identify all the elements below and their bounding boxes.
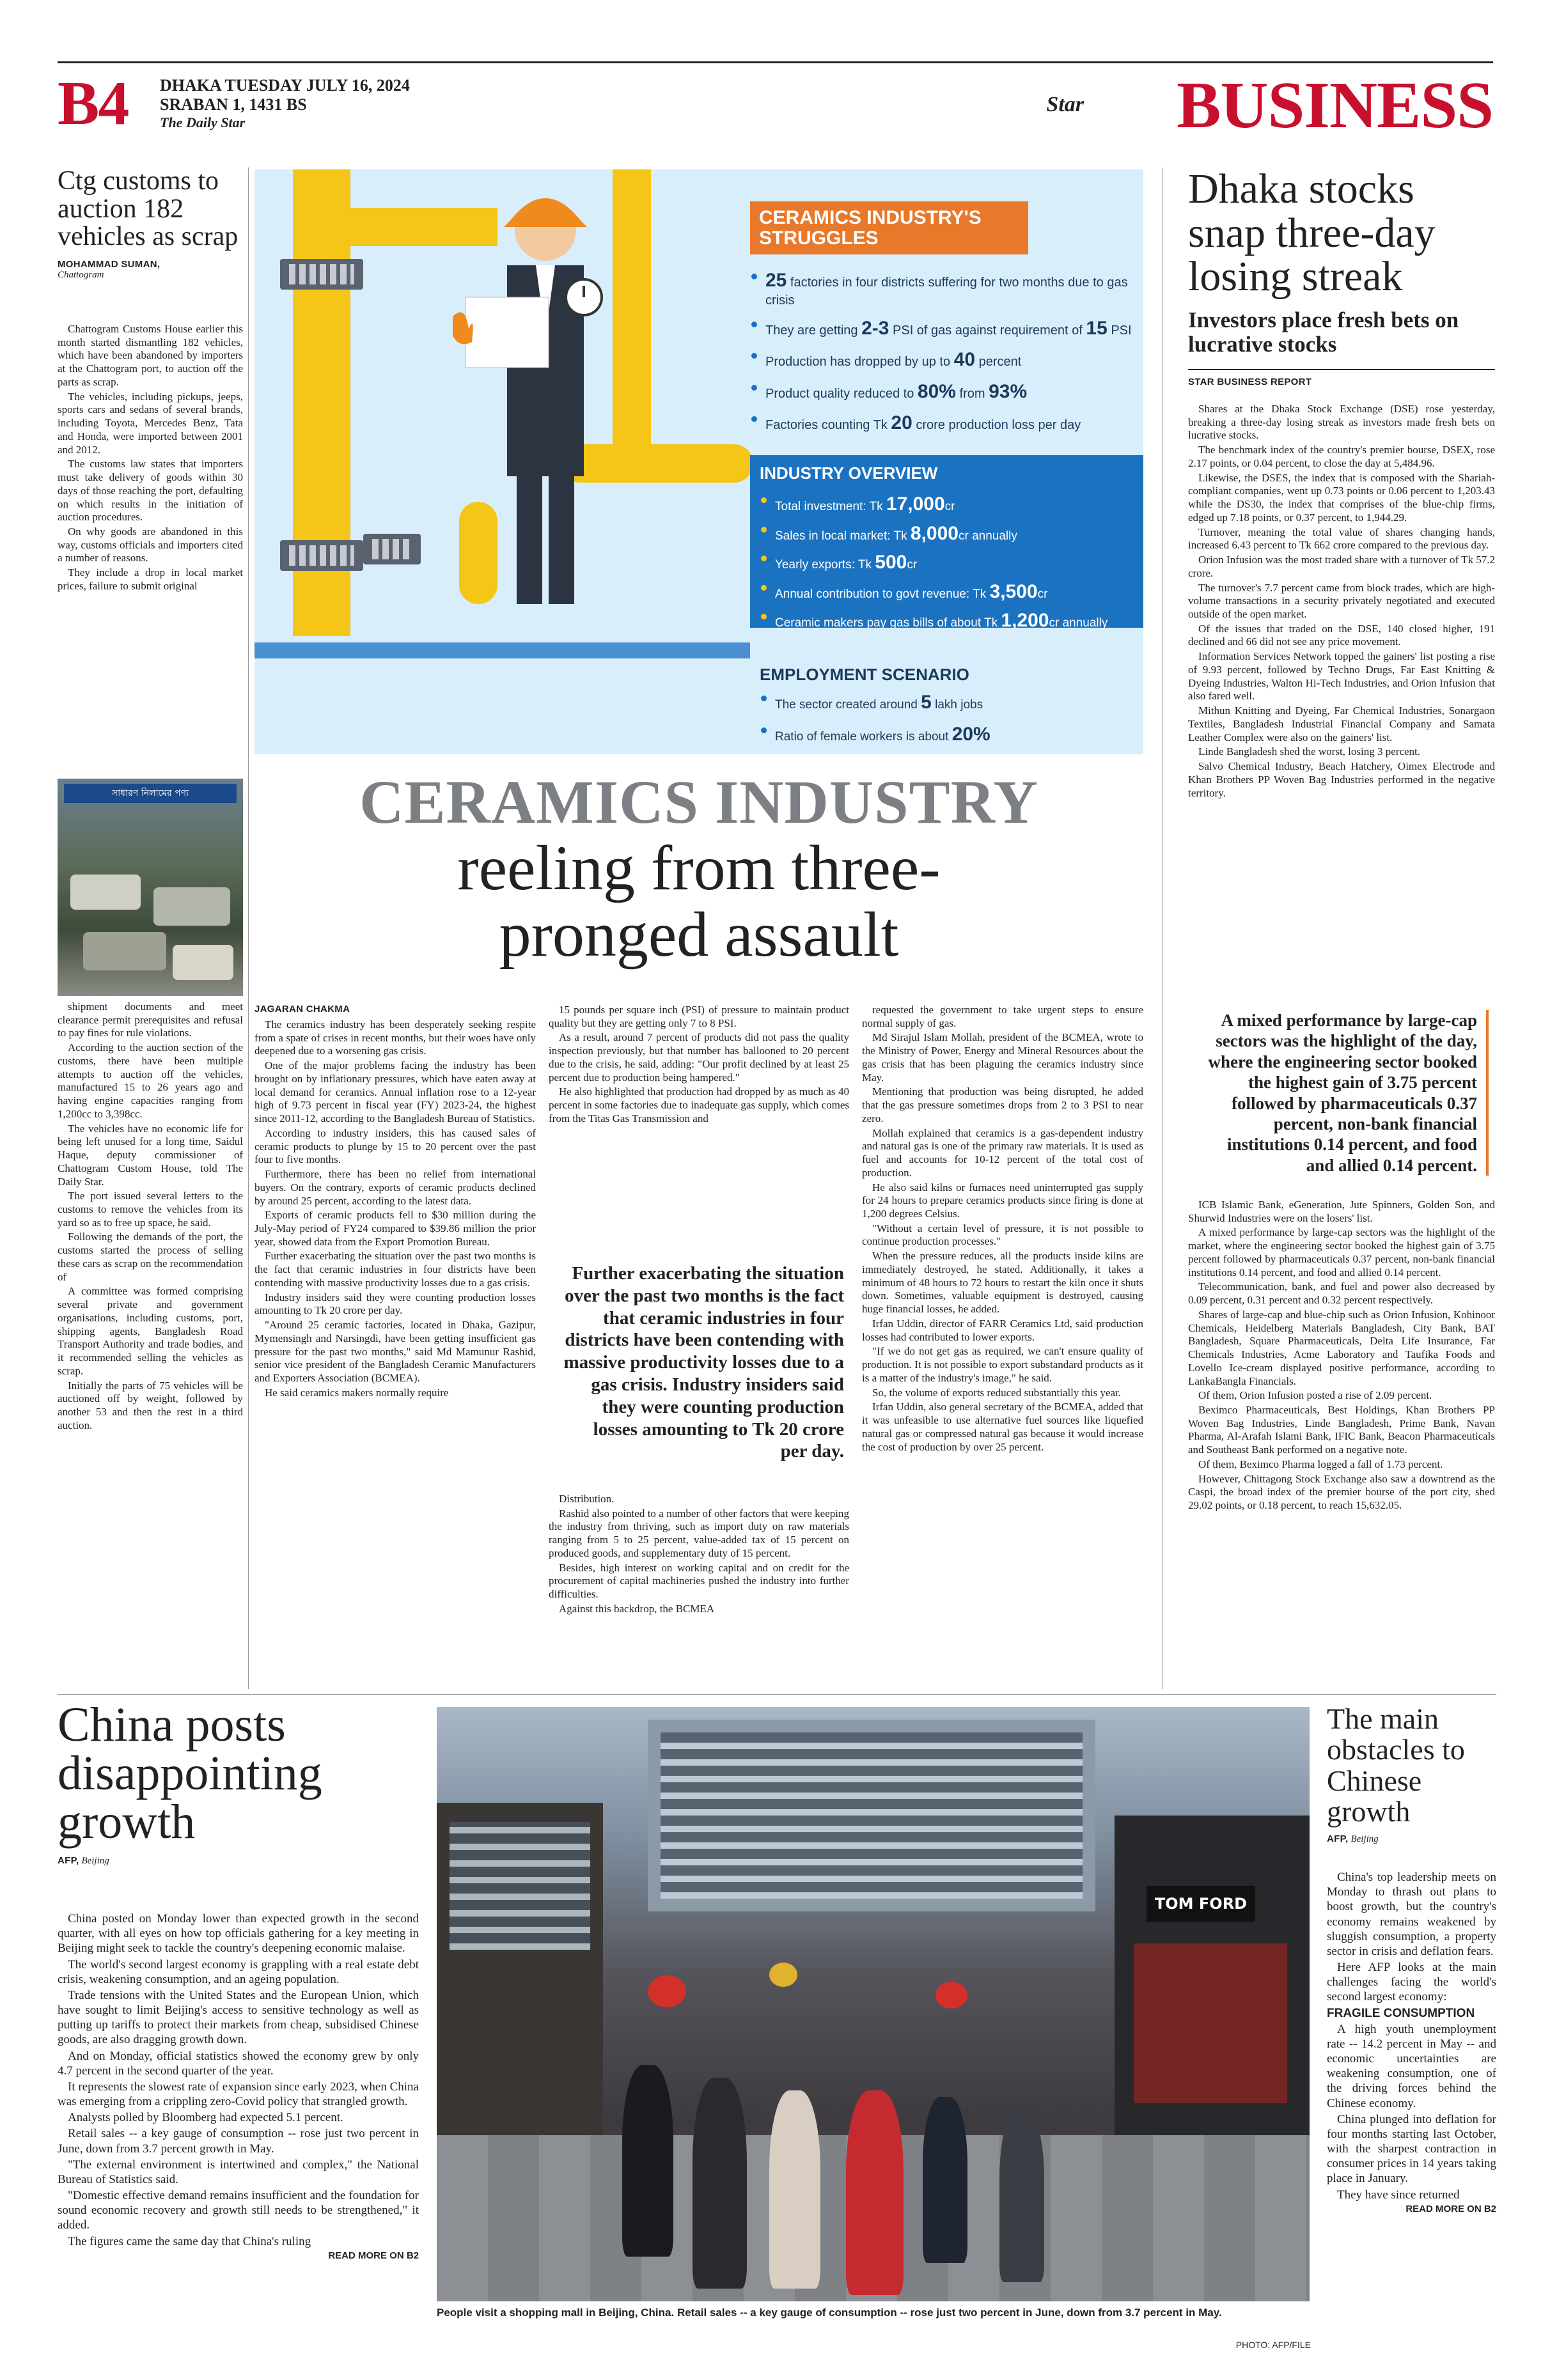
paragraph: Analysts polled by Bloomberg had expected 5.1 percent. [68,2111,343,2125]
list-item [750,348,1143,372]
list-item [760,609,1137,633]
paragraph: shipment documents and meet clearance permit prerequisites and refusal to pay fines for rule violations. [58,1000,243,1039]
paragraph: The benchmark index of the country's premier bourse, DSEX, rose 2.17 points, or 0.04 percent, to close the day at 5,484.96. [1188,444,1495,469]
struggles-list [750,268,1143,443]
ctg-body-top [58,323,243,767]
stat-text: cr [1037,587,1048,601]
paragraph: Further exacerbating the situation over the past two months is the fact that ceramic industries in four districts have been contending with massive productivity losses due to a gas crisis. [254,1250,536,1289]
read-more-link[interactable]: READ MORE ON B2 [328,2250,419,2261]
dhaka-story-header [1188,167,1495,387]
paragraph: Trade tensions with the United States and the European Union, which have sought to limit Beijing's access to sensitive technology as well as putting up tariffs to protect their markets from cheap, subsidised Chinese goods, are also dragging growth down. [58,1988,419,2047]
overview-title: INDUSTRY OVERVIEW [760,463,938,483]
stat-text: Product quality reduced to [765,386,918,401]
list-item [760,492,1137,517]
paragraph: According to industry insiders, this has caused sales of ceramic products to plunge by 15 to 20 percent over the past four to five months. [254,1126,536,1166]
obstacles-byline-wrap [1327,1833,1496,1845]
stat-number: 5 [921,692,932,713]
obstacles-subhead: FRAGILE CONSUMPTION [1327,2006,1475,2020]
paragraph: The figures came the same day that China's ruling [68,2234,311,2248]
stat-text: PSI [1107,323,1132,338]
stat-number: 15 [1086,317,1108,339]
paragraph: Of them, Orion Infusion posted a rise of 2.09 percent. [1198,1389,1432,1402]
list-item [760,690,1137,715]
employment-title: EMPLOYMENT SCENARIO [760,665,969,684]
list-item [750,268,1143,309]
paragraph: Initially the parts of 75 vehicles will be auctioned off by weight, followed by another 53 and then the rest in a third auction. [58,1379,243,1431]
paragraph: "Without a certain level of pressure, it is not possible to continue production processes." [862,1222,1143,1248]
stat-text: cr annually [958,529,1017,543]
section-divider [58,1694,1496,1695]
china-dateline-place: Beijing [81,1856,109,1866]
paragraph: It represents the slowest rate of expansion since early 2023, when China was emerging from a crippling zero-Covid policy that strangled growth. [58,2080,419,2109]
china-headline: China posts disappointing growth [58,1698,322,1849]
date-line: DHAKA TUESDAY JULY 16, 2024 [160,76,410,95]
stat-number: 1,200 [1001,610,1049,631]
clipboard [466,297,549,368]
stat-number: 3,500 [989,580,1038,602]
paragraph: And on Monday, official statistics showed the economy grew by only 4.7 percent in the second quarter of the year. [58,2049,419,2078]
paragraph: They include a drop in local market prices, failure to submit original [58,566,243,592]
china-byline-wrap [58,1855,419,1867]
stat-text: cr [907,558,918,572]
stat-number: 2-3 [861,317,889,339]
person-shape [923,2097,967,2263]
paragraph: The turnover's 7.7 percent came from block trades, which are high-volume transactions in a security privately negotiated and executed outside of the open market. [1188,581,1495,621]
pipe-flange [280,540,363,571]
page-number: B4 [58,69,129,138]
dhaka-byline: STAR BUSINESS REPORT [1188,377,1312,388]
photo-caption: People visit a shopping mall in Beijing, China. Retail sales -- a key gauge of consumption -- rose just two percent in June, down from 3.7 percent in May. [437,2306,1222,2319]
paragraph: The vehicles, including pickups, jeeps, sports cars and sedans of several brands, including Toyota, Mercedes Benz, Tata and Honda, were imported between 2001 and 2012. [58,390,243,456]
paragraph: Information Services Network topped the gainers' list posting a rise of 9.93 percent, followed by Techno Drugs, Far East Knitting & Dyeing Industries, Walton Hi-Tech Industries, and Orion Infusion that also fared well. [1188,650,1495,703]
ctg-dateline-place: Chattogram [58,270,104,281]
masthead [58,61,1493,151]
paragraph: ICB Islamic Bank, eGeneration, Jute Spinners, Golden Son, and Shurwid Industries were on the losers' list. [1188,1199,1495,1224]
obstacles-byline: AFP, [1327,1833,1349,1845]
paragraph: Shares of large-cap and blue-chip such as Orion Infusion, Kohinoor Chemicals, Heidelberg Materials Bangladesh, City Bank, BAT Bangladesh, Square Pharmaceuticals, Delta Life Insurance, Far Chemicals Industries, Acme Laboratory and Taufika Foods and Lovello Ice-cream displayed positive performance, according to LankaBangla Financials. [1188,1308,1495,1387]
paragraph: Against this backdrop, the BCMEA [559,1602,715,1615]
paragraph: The ceramics industry has been desperately seeking respite from a spate of crises in recent months, but their woes have only deepened due to a worsening gas crisis. [254,1018,536,1057]
stat-text: crore production loss per day [912,418,1081,432]
paragraph: Shares at the Dhaka Stock Exchange (DSE) rose yesterday, breaking a three-day losing streak as investors made fresh bets on lucrative stocks. [1188,403,1495,442]
section-title: BUSINESS [1177,68,1493,142]
stat-text: Yearly exports: Tk [775,558,875,572]
main-pull-quote: Further exacerbating the situation over the past two months is the fact that ceramic industries in four districts have been contending with massive productivity losses due to a gas crisis. Industry insiders said they were counting production losses amounting to Tk 20 crore per day. [563,1263,844,1462]
window-shape [450,1822,590,1950]
paragraph: Orion Infusion was the most traded share with a turnover of Tk 57.2 crore. [1188,554,1495,579]
headline-line: pronged assault [499,898,899,970]
floor-strip [254,642,750,658]
paragraph: Salvo Chemical Industry, Beach Hatchery, Oimex Electrode and Khan Brothers PP Woven Bag Industries performed in the negative territory. [1188,760,1495,799]
paragraph: However, Chittagong Stock Exchange also saw a downtrend as the Caspi, the broad index of the premier bourse of the port city, shed 29.02 points, or 0.18 percent, to reach 15,632.05. [1188,1472,1495,1512]
list-item [750,411,1143,435]
paragraph: The customs law states that importers must take delivery of goods within 30 days of those reaching the port, defaulting on which results in the initiation of auction procedures. [58,458,243,524]
worker-leg [549,476,574,604]
paragraph: Mithun Knitting and Dyeing, Far Chemical Industries, Sonargaon Textiles, Bangladesh Industrial Financial Company and Samata Leather Complex were also on the gainers' list. [1188,704,1495,743]
paragraph: "Around 25 ceramic factories, located in Dhaka, Gazipur, Mymensingh and Narsingdi, have been getting insufficient gas pressure for the past two months," said Md Mamunur Rashid, senior vice president of the Bangladesh Ceramic Manufacturers and Exporters Association (BCMEA). [254,1319,536,1385]
paragraph: Mollah explained that ceramics is a gas-dependent industry and natural gas is one of the primary raw materials. It is used as fuel and accounts for 10-12 percent of the total cost of production. [862,1126,1143,1179]
stat-text: Ceramic makers pay gas bills of about Tk [775,616,1001,630]
paragraph: Industry insiders said they were counting production losses amounting to Tk 20 crore per day. [254,1291,536,1317]
obstacles-story-header [1327,1704,1496,1845]
list-item [760,722,1137,747]
window-shape [661,1732,1083,1899]
stat-text: Production has dropped by up to [765,355,954,369]
employment-list [760,690,1137,754]
paragraph: A committee was formed comprising several private and government organisations, including customs, port, shipping agents, Bangladesh Road Transport Authority and trade bodies, and it recommended selling the vehicles as scrap. [58,1285,243,1377]
stat-number: 20% [951,723,990,745]
china-story-header [58,1700,419,1867]
paragraph: When the pressure reduces, all the products inside kilns are immediately destroyed, he stated. Additionally, it takes a minimum of 48 hours to 72 hours to restart the kiln once it shuts down. Sometimes, valuable equipment is destroyed, causing huge financial losses, he added. [862,1250,1143,1316]
hard-hat-icon [504,198,587,227]
overview-list [760,492,1137,638]
store-sign: TOM FORD [1147,1886,1255,1922]
stat-text: Factories counting Tk [765,418,891,432]
paragraph: As a result, around 7 percent of products did not pass the quality inspection previously, but that number has ballooned to 20 percent due to the crisis, he said, adding: "Our profit declined by at least 25 percent due to production being hampered." [549,1031,849,1084]
paragraph: China's top leadership meets on Monday to thrash out plans to boost growth, but the country's economy remains weakened by sluggish consumption, a property sector in crisis and deflation fears. [1327,1871,1496,1958]
stat-number: 80% [917,380,956,402]
beijing-mall-photo [437,1707,1310,2301]
ctg-body-bottom [58,1000,243,1646]
dateline [160,76,410,130]
person-shape [693,2078,747,2289]
paragraph: China plunged into deflation for four months starting last October, with the sharpest contraction in consumer prices in 14 years taking place in January. [1327,2112,1496,2186]
main-column-2b [549,1493,849,1681]
stat-text: They are getting [765,323,862,338]
main-headline [254,770,1143,968]
main-column-3 [862,1004,1143,1681]
paragraph: Chattogram Customs House earlier this month started dismantling 182 vehicles, which have been abandoned by importers at the Chattogram port, to auction off the parts as scrap. [58,323,243,388]
paragraph: The vehicles have no economic life for being left unused for a long time, Saidul Haque, deputy commissioner of Chattogram Custom House, told The Daily Star. [58,1122,243,1188]
stat-text: lakh jobs [931,698,983,712]
main-byline: JAGARAN CHAKMA [254,1004,350,1015]
read-more-link[interactable]: READ MORE ON B2 [1405,2203,1496,2214]
paragraph: Telecommunication, bank, and fuel and power also decreased by 0.09 percent, 0.31 percent and 0.32 percent respectively. [1188,1280,1495,1307]
pipe-flange [280,259,363,290]
paragraph: He also highlighted that production had dropped by as much as 40 percent in some factories due to inadequate gas supply, which comes from the Titas Gas Transmission and [549,1085,849,1124]
stat-text: percent [975,355,1022,369]
paragraph: Rashid also pointed to a number of other factors that were keeping the industry from thriving, such as import duty on raw materials ranging from 5 to 25 percent, value-added tax of 15 percent on produced goods, and supplementary duty of 15 percent. [549,1507,849,1559]
person-shape [846,2090,904,2295]
stat-text: cr annually [1049,616,1108,630]
stat-number: 500 [875,552,907,573]
paragraph: According to the auction section of the customs, there have been multiple attempts to auction off the vehicles, manufactured 15 to 26 years ago and having engine capacities ranging from 1,200cc to 3,398cc. [58,1041,243,1120]
list-item [750,380,1143,404]
pipe-flange [363,534,421,564]
stat-text: Annual contribution to govt revenue: Tk [775,587,990,601]
person-shape [622,2065,673,2257]
stat-text: Sales in local market: Tk [775,529,911,543]
headline-line: reeling from three- [457,832,941,903]
paragraph: Mentioning that production was being disrupted, he added that the gas pressure sometimes drops from 2 to 3 PSI to near zero. [862,1085,1143,1124]
paragraph: Likewise, the DSES, the index that is composed with the Shariah-compliant companies, went up 0.73 points or 0.06 percent to 1,203.43 while the DS30, the index that comprises of the blue-chip firms, edged up 7.18 points, or 0.37 percent, to 1,944.29. [1188,471,1495,524]
car-shape [173,945,233,980]
main-column-2 [549,1004,849,1253]
paragraph: A mixed performance by large-cap sectors was the highlight of the market, where the engineering sector booked the highest gain of 3.75 percent followed by pharmaceuticals 0.37 percent, non-bank financial institutions 0.14 percent, and food and allied 0.14 percent. [1188,1226,1495,1279]
obstacles-body [1327,1870,1496,2346]
paragraph: He said ceramics makers normally require [265,1386,449,1399]
china-byline: AFP, [58,1855,79,1866]
paragraph: 15 pounds per square inch (PSI) of pressure to maintain product quality but they are getting only 7 to 8 PSI. [549,1004,849,1029]
dhaka-headline: Dhaka stocks snap three-day losing streak [1188,166,1436,300]
ctg-byline: MOHAMMAD SUMAN, [58,259,160,270]
stat-number: 20 [891,412,912,433]
worker-leg [517,476,542,604]
stat-text: Ratio of female workers is about [775,729,952,743]
paragraph: Exports of ceramic products fell to $30 million during the July-May period of FY24 compared to $39.86 million the prior year, showed data from the Export Promotion Bureau. [254,1209,536,1248]
paragraph: So, the volume of exports reduced substantially this year. [872,1386,1122,1399]
list-item [760,522,1137,546]
paragraph: The port issued several letters to the customs to remove the vehicles from its yard so as to free up space, he said. [58,1190,243,1229]
car-shape [83,932,166,970]
paragraph: He also said kilns or furnaces need uninterrupted gas supply for 24 hours to prepare ceramics products since firing is done at 1,200 degrees Celsius. [862,1181,1143,1220]
dhaka-deck: Investors place fresh bets on lucrative stocks [1188,307,1459,357]
stat-text: factories in four districts suffering for two months due to gas crisis [765,276,1128,307]
stat-text: cr [944,500,955,513]
dhaka-body-1 [1188,403,1495,991]
list-item [760,550,1137,575]
dhaka-body-2 [1188,1199,1495,1684]
paragraph: Furthermore, there has been no relief from international buyers. On the contrary, exports of ceramic products declined by around 25 percent, according to the latest data. [254,1168,536,1207]
paragraph: Of them, Beximco Pharma logged a fall of 1.73 percent. [1198,1458,1443,1470]
car-shape [70,875,141,910]
paragraph: Following the demands of the port, the customs started the process of selling these cars as scrap on the recommendation of [58,1231,243,1283]
paragraph: Irfan Uddin, also general secretary of the BCMEA, added that it was unfeasible to use alternative fuel sources like liquefied natural gas or compressed natural gas because it would increase the cost of production by over 25 percent. [862,1401,1143,1453]
dhaka-pull-quote: A mixed performance by large-cap sectors was the highlight of the day, where the engineering sector booked the highest gain of 3.75 percent followed by pharmaceuticals 0.37 percent, non-bank financial institutions 0.14 percent, and food and allied 0.14 percent. [1207,1010,1489,1176]
paragraph: China posted on Monday lower than expected growth in the second quarter, with all eyes on how top officials gathering for a key meeting in Beijing might seek to tackle the country's deepening economic malaise. [58,1912,419,1956]
paragraph: "If we do not get gas as required, we can't ensure quality of production. It is not possible to export substandard products as it is a matter of the industry's image," he said. [862,1345,1143,1384]
shop-window [1134,1943,1287,2103]
person-shape [769,2090,820,2289]
lantern-decor [935,1982,967,2009]
stat-number: 8,000 [910,522,959,544]
paragraph: Here AFP looks at the main challenges facing the world's second largest economy: [1327,1961,1496,2004]
ctg-headline: Ctg customs to auction 182 vehicles as scrap [58,166,239,252]
stat-number: 93% [989,380,1028,402]
paragraph: Retail sales -- a key gauge of consumption -- rose just two percent in June, down from 3.7 percent growth in May. [58,2127,419,2156]
paragraph: Linde Bangladesh shed the worst, losing 3 percent. [1198,745,1421,758]
paragraph: They have since returned [1337,2188,1460,2202]
stat-number: 40 [953,349,976,370]
paper-logo: The Daily Star [160,114,246,130]
dhaka-byline-rule [1188,369,1495,387]
paragraph: Turnover, meaning the total value of shares changing hands, increased 6.43 percent to Tk 662 crore compared to the previous day. [1188,525,1495,552]
headline-kicker: CERAMICS INDUSTRY [359,768,1038,836]
photo-banner: সাধারণ নিলামের পণ্য [64,784,237,803]
paragraph: Beximco Pharmaceuticals, Best Holdings, Khan Brothers PP Woven Bag Industries, Linde Bangladesh, Prime Bank, Navan Pharma, Al-Arafah Islami Bank, IFIC Bank, Beacon Pharmaceuticals and Southeast Bank performed on a negative note. [1188,1404,1495,1456]
stat-number: 17,000 [886,494,945,515]
stat-text: from [955,386,989,401]
stat-text: Total investment: Tk [775,500,886,513]
star-logo: Star [1046,93,1084,116]
paragraph: "Domestic effective demand remains insufficient and the foundation for sound economic recovery and growth still needs to be strengthened," it added. [58,2189,419,2232]
photo-credit: PHOTO: AFP/FILE [1235,2340,1311,2350]
list-item [760,580,1137,604]
stat-number: 25 [765,270,787,291]
paragraph: The world's second largest economy is grappling with a real estate debt crisis, weakening consumption, and an ageing population. [58,1957,419,1986]
struggles-title: CERAMICS INDUSTRY'S STRUGGLES [750,201,1028,254]
paragraph: Md Sirajul Islam Mollah, president of the BCMEA, wrote to the Ministry of Power, Energy and Mineral Resources about the gas crisis that has been plaguing the ceramics industry since May. [862,1031,1143,1084]
paragraph: requested the government to take urgent steps to ensure normal supply of gas. [862,1004,1143,1029]
bangla-date-line: SRABAN 1, 1431 BS [160,95,307,114]
ctg-photo [58,779,243,996]
paragraph: Of the issues that traded on the DSE, 140 closed higher, 191 declined and 66 did not see any price movement. [1188,622,1495,648]
stat-text: PSI of gas against requirement of [889,323,1086,338]
lantern-decor [648,1975,686,2007]
stat-text: The sector created around [775,698,921,712]
lantern-decor [769,1963,797,1987]
paragraph: "The external environment is intertwined and complex," the National Bureau of Statistics said. [58,2158,419,2186]
paragraph: Irfan Uddin, director of FARR Ceramics Ltd, said production losses had contributed to lower exports. [862,1317,1143,1343]
obstacles-headline: The main obstacles to Chinese growth [1327,1702,1465,1828]
column-divider [1162,167,1163,1689]
worker-illustration [440,169,651,630]
list-item [750,316,1143,341]
car-shape [153,887,230,926]
paragraph: On why goods are abandoned in this way, customs officials and importers cited a number of reasons. [58,525,243,564]
china-body [58,1911,419,2346]
main-column-1 [254,1004,536,1681]
column-divider [248,167,249,1689]
ceramics-infographic [254,169,1143,754]
paragraph: Distribution. [559,1493,615,1505]
ctg-story-header [58,167,243,281]
person-shape [999,2110,1044,2282]
paragraph: One of the major problems facing the industry has been brought on by inflationary pressures, which have eaten away at local demand for ceramics. Annual inflation rose to a 12-year high of 9.73 percent in fiscal year (FY) 2023-24, the highest since 2011-12, according to the Bangladesh Bureau of Statistics. [254,1059,536,1125]
paragraph: A high youth unemployment rate -- 14.2 percent in May -- and economic uncertainties are weakening consumption, one of the driving forces behind the Chinese economy. [1327,2022,1496,2110]
obstacles-dateline-place: Beijing [1350,1834,1379,1845]
paragraph: Besides, high interest on working capital and on credit for the procurement of capital machineries pushed the industry into further difficulties. [549,1561,849,1601]
